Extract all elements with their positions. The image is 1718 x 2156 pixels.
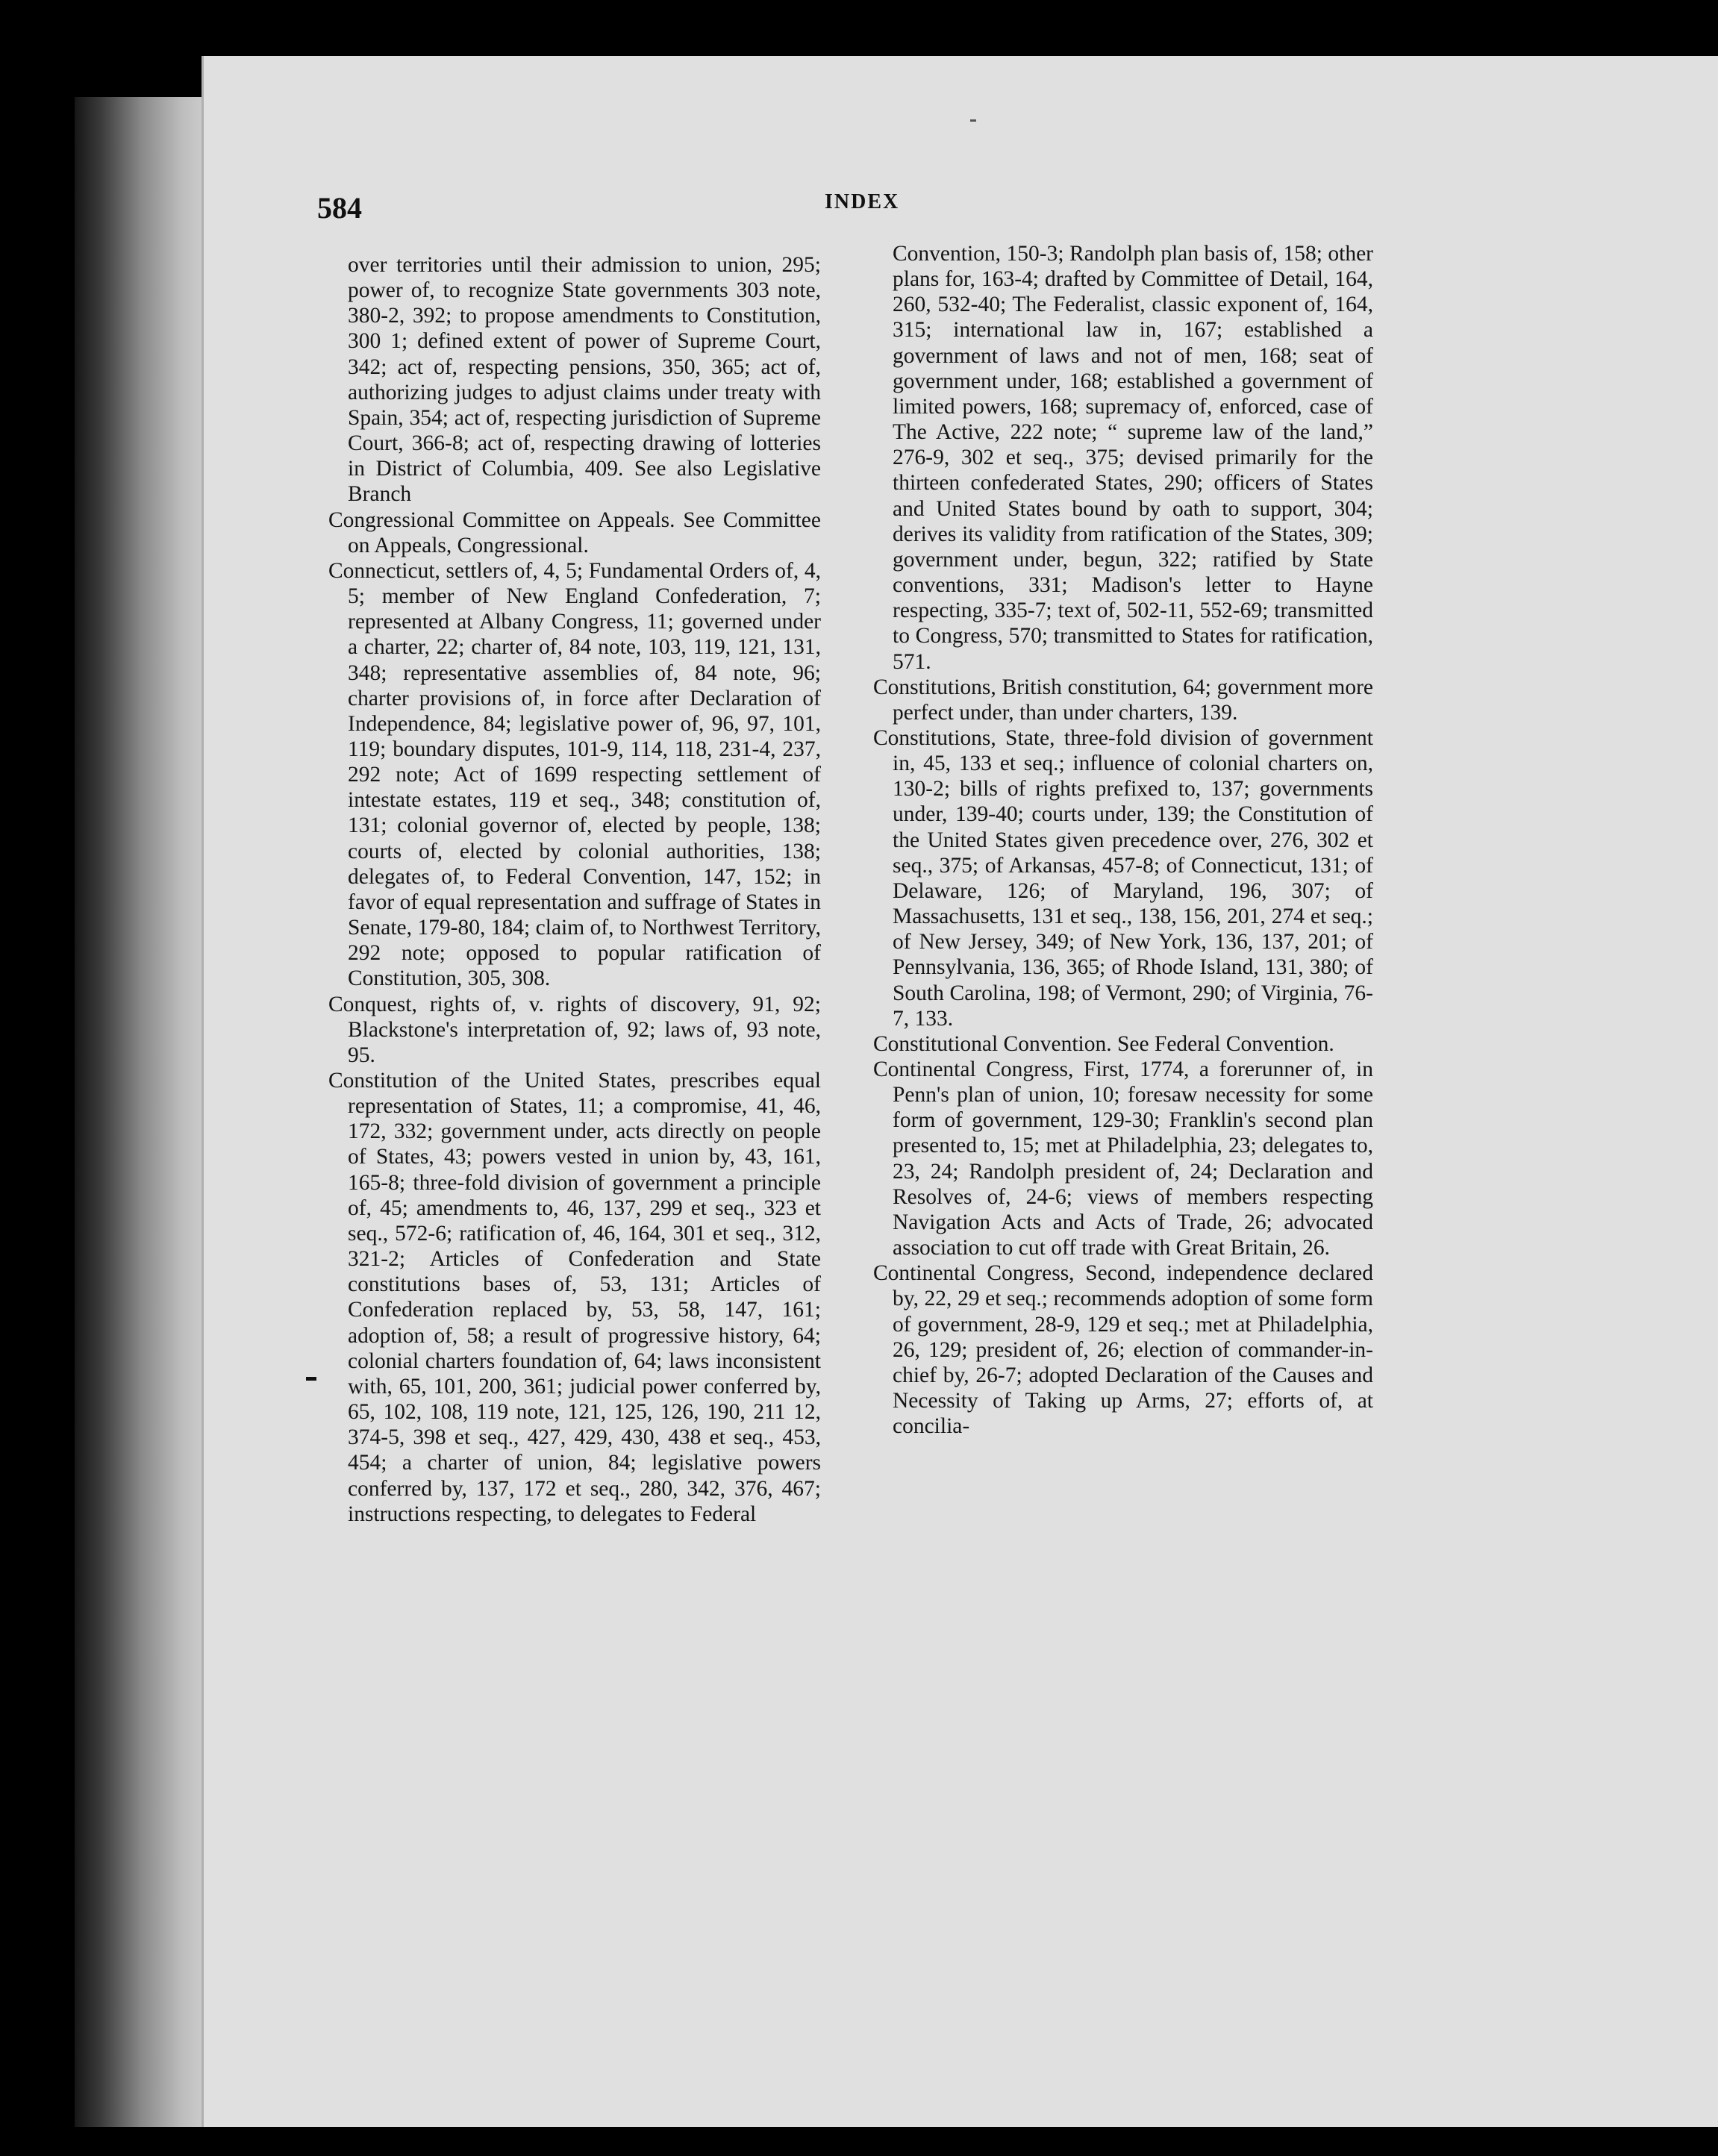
index-entry: Constitutions, State, three-fold division of government in, 45, 133 et seq.; influence of colonial charters on, 130-2; bills of rights prefixed to, 137; governments under, 139-40; courts under, 139; the Constitution of the United States given precedence over, 276, 302 et seq., 375; of Arkansas, 457-8; of Connecticut, 131; of Delaware, 126; of Maryland, 196, 307; of Massachusetts, 131 et seq., 138, 156, 201, 274 et seq.; of New Jersey, 349; of New York, 136, 137, 201; of Pennsylvania, 136, 365; of Rhode Island, 131, 380; of South Carolina, 198; of Vermont, 290; of Virginia, 76-7, 133. (873, 725, 1373, 1031)
index-entry: Convention, 150-3; Randolph plan basis of, 158; other plans for, 163-4; drafted by Committee of Detail, 164, 260, 532-40; The Federalist, classic exponent of, 164, 315; international law in, 167; established a government of laws and not of men, 168; seat of government under, 168; established a government of limited powers, 168; supremacy of, enforced, case of The Active, 222 note; “ supreme law of the land,” 276-9, 302 et seq., 375; devised primarily for the thirteen confederated States, 290; officers of States and United States bound by oath to support, 304; derives its validity from ratification of the States, 309; government under, begun, 322; ratified by State conventions, 331; Madison's letter to Hayne respecting, 335-7; text of, 502-11, 552-69; transmitted to Congress, 570; transmitted to States for ratification, 571. (893, 242, 1373, 674)
index-entry: Connecticut, settlers of, 4, 5; Fundamental Orders of, 4, 5; member of New England Confederation, 7; represented at Albany Congress, 11; governed under a charter, 22; charter of, 84 note, 103, 119, 121, 131, 348; representative assemblies of, 84 note, 96; charter provisions of, in force after Declaration of Independence, 84; legislative power of, 96, 97, 101, 119; boundary disputes, 101-9, 114, 118, 231-4, 237, 292 note; Act of 1699 respecting settlement of intestate estates, 119 et seq., 348; constitution of, 131; colonial governor of, elected by people, 138; courts of, elected by colonial authorities, 138; delegates of, to Federal Convention, 147, 152; in favor of equal representation and suffrage of States in Senate, 179-80, 184; claim of, to Northwest Territory, 292 note; opposed to popular ratification of Constitution, 305, 308. (328, 558, 821, 991)
index-entry: Continental Congress, First, 1774, a forerunner of, in Penn's plan of union, 10; foresaw necessity for some form of government, 129-30; Franklin's second plan presented to, 15; met at Philadelphia, 23; delegates to, 23, 24; Randolph president of, 24; Declaration and Resolves of, 24-6; views of members respecting Navigation Acts and Acts of Trade, 26; advocated association to cut off trade with Great Britain, 26. (873, 1057, 1373, 1260)
index-entry: Congressional Committee on Appeals. See Committee on Appeals, Congressional. (328, 507, 821, 557)
index-entry: Constitution of the United States, prescribes equal representation of States, 11; a compromise, 41, 46, 172, 332; government under, acts directly on people of States, 43; powers vested in union by, 43, 161, 165-8; three-fold division of government a principle of, 45; amendments to, 46, 137, 299 et seq., 323 et seq., 572-6; ratification of, 46, 164, 301 et seq., 312, 321-2; Articles of Confederation and State constitutions bases of, 53, 131; Articles of Confederation replaced by, 53, 58, 147, 161; adoption of, 58; a result of progressive history, 64; colonial charters foundation of, 64; laws inconsistent with, 65, 101, 200, 361; judicial power conferred by, 65, 102, 108, 119 note, 121, 125, 126, 190, 211 12, 374-5, 398 et seq., 427, 429, 430, 438 et seq., 453, 454; a charter of union, 84; legislative powers conferred by, 137, 172 et seq., 280, 342, 376, 467; instructions respecting, to delegates to Federal (328, 1069, 821, 1526)
book-edge (75, 97, 209, 2127)
index-entry: Conquest, rights of, v. rights of discovery, 91, 92; Blackstone's interpretation of, 92; laws of, 93 note, 95. (328, 992, 821, 1067)
index-entry: over territories until their admission to union, 295; power of, to recognize State governments 303 note, 380-2, 392; to propose amendments to Constitution, 300 1; defined extent of power of Supreme Court, 342; act of, respecting pensions, 350, 365; act of, authorizing judges to adjust claims under treaty with Spain, 354; act of, respecting jurisdiction of Supreme Court, 366-8; act of, respecting drawing of lotteries in District of Columbia, 409. See also Legislative Branch (348, 253, 821, 507)
index-entry: Constitutions, British constitution, 64; government more perfect under, than under charters, 139. (873, 675, 1373, 725)
page-speck (970, 119, 976, 122)
margin-mark (306, 1377, 316, 1381)
right-column (873, 241, 1373, 1439)
page-number: 584 (317, 191, 362, 225)
index-entry: Continental Congress, Second, independence declared by, 22, 29 et seq.; recommends adoption of some form of government, 28-9, 129 et seq.; met at Philadelphia, 26, 129; president of, 26; election of commander-in-chief by, 26-7; adopted Declaration of the Causes and Necessity of Taking up Arms, 27; efforts of, at concilia- (873, 1261, 1373, 1439)
left-column (328, 252, 821, 1527)
running-head: INDEX (825, 190, 900, 213)
index-entry: Constitutional Convention. See Federal Convention. (873, 1031, 1334, 1056)
